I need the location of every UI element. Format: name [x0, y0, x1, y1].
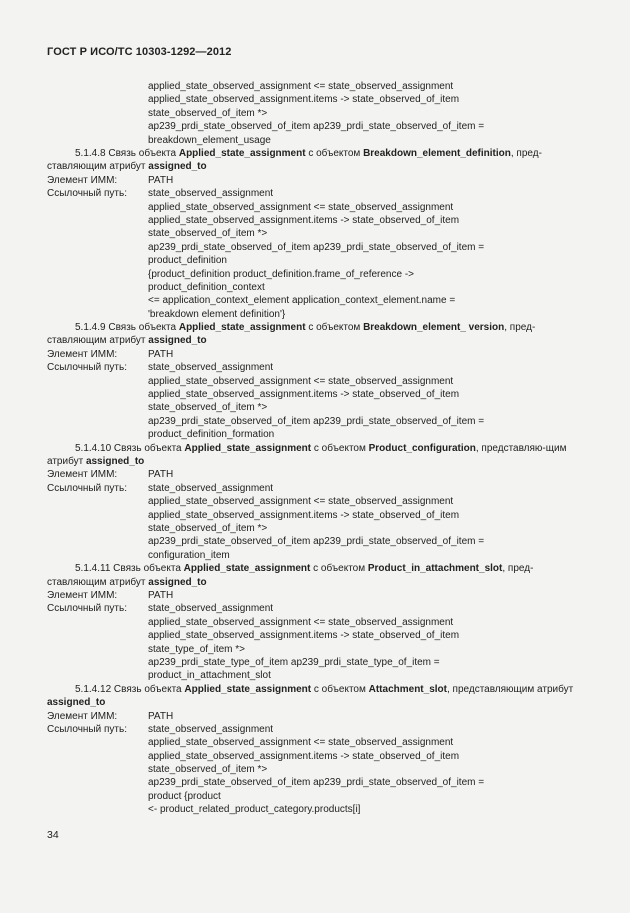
- mapping-row: [47, 482, 592, 495]
- reference-path-line: state_observed_of_item *>: [148, 764, 268, 776]
- heading-text: 5.1.4.9 Связь объекта: [75, 322, 179, 334]
- heading-text: с объектом: [305, 322, 364, 334]
- heading-entity-name: Product_configuration: [368, 442, 476, 454]
- heading-text: с объектом: [311, 442, 369, 454]
- heading-text: с объектом: [310, 563, 368, 575]
- section-heading: [47, 442, 592, 469]
- mapping-label: Элемент ИММ:: [47, 348, 118, 360]
- mapping-value: PATH: [148, 589, 174, 601]
- heading-entity-name: assigned_to: [47, 697, 106, 709]
- heading-text: 5.1.4.10 Связь объекта: [75, 442, 185, 454]
- heading-entity-name: assigned_to: [85, 456, 145, 468]
- heading-entity-name: Applied_state_assignment: [183, 563, 311, 575]
- reference-path-line: applied_state_observed_assignment <= state_observed_assignment: [148, 496, 454, 508]
- heading-entity-name: Applied_state_assignment: [178, 147, 306, 159]
- reference-path-line: breakdown_element_usage: [148, 134, 271, 146]
- section-heading: [47, 562, 592, 589]
- heading-entity-name: Applied_state_assignment: [184, 683, 312, 695]
- heading-text: 5.1.4.8 Связь объекта: [75, 147, 179, 159]
- mapping-label: Ссылочный путь:: [47, 188, 127, 200]
- mapping-label: Элемент ИММ:: [47, 469, 118, 481]
- reference-path-line: applied_state_observed_assignment <= state_observed_assignment: [148, 616, 454, 628]
- heading-text: , пред-ставляющим атрибут: [47, 322, 536, 347]
- reference-path-line: product {product: [148, 790, 221, 802]
- mapping-row: [47, 348, 592, 361]
- mapping-label: Ссылочный путь:: [47, 362, 127, 374]
- reference-path-line: state_observed_of_item *>: [148, 107, 268, 119]
- reference-path-line: state_observed_of_item *>: [148, 522, 268, 534]
- reference-path-line: <= application_context_element application_context_element.name =: [148, 295, 456, 307]
- heading-text: 5.1.4.12 Связь объекта: [75, 683, 185, 695]
- heading-text: , представляю-щим атрибут: [47, 442, 567, 468]
- reference-path-line: applied_state_observed_assignment.items -> state_observed_of_item: [148, 630, 460, 642]
- mapping-label: Ссылочный путь:: [47, 603, 127, 615]
- mapping-label: Ссылочный путь:: [47, 723, 127, 735]
- reference-path-line: ap239_prdi_state_observed_of_item ap239_prdi_state_observed_of_item =: [148, 536, 485, 548]
- reference-path-line: ap239_prdi_state_observed_of_item ap239_prdi_state_observed_of_item =: [148, 241, 485, 253]
- reference-path-line: product_definition: [148, 255, 227, 267]
- reference-path-line: ap239_prdi_state_observed_of_item ap239_prdi_state_observed_of_item =: [148, 415, 485, 427]
- mapping-row: [47, 589, 592, 602]
- heading-entity-name: Product_in_attachment_slot: [367, 563, 503, 575]
- mapping-value: PATH: [148, 348, 174, 360]
- heading-entity-name: Applied_state_assignment: [178, 322, 306, 334]
- document-header: ГОСТ Р ИСО/ТС 10303-1292—2012: [47, 46, 232, 58]
- mapping-row: [47, 187, 592, 200]
- heading-entity-name: assigned_to: [148, 335, 207, 347]
- reference-path-line: applied_state_observed_assignment.items -> state_observed_of_item: [148, 94, 460, 106]
- reference-path-line: applied_state_observed_assignment <= state_observed_assignment: [148, 81, 454, 92]
- reference-path-line: state_observed_of_item *>: [148, 402, 268, 414]
- document-body: [47, 80, 592, 817]
- mapping-label: Элемент ИММ:: [47, 589, 118, 601]
- heading-entity-name: Breakdown_element_definition: [363, 147, 511, 159]
- heading-text: , пред-ставляющим атрибут: [47, 563, 534, 588]
- reference-path-line: ap239_prdi_state_type_of_item ap239_prdi_state_type_of_item =: [148, 656, 440, 668]
- reference-path-line: ap239_prdi_state_observed_of_item ap239_prdi_state_observed_of_item =: [148, 121, 485, 133]
- heading-entity-name: assigned_to: [148, 161, 207, 173]
- heading-text: , пред-ставляющим атрибут: [47, 147, 542, 173]
- mapping-row: [47, 174, 592, 187]
- mapping-value: state_observed_assignment: [148, 603, 274, 615]
- reference-path-line: product_definition_formation: [148, 429, 275, 441]
- mapping-row: [47, 710, 592, 723]
- mapping-value: state_observed_assignment: [148, 362, 274, 374]
- reference-path-line: ap239_prdi_state_observed_of_item ap239_prdi_state_observed_of_item =: [148, 777, 485, 789]
- heading-entity-name: assigned_to: [148, 576, 207, 588]
- heading-text: с объектом: [305, 147, 364, 159]
- reference-path-line: <- product_related_product_category.products[i]: [148, 804, 361, 816]
- heading-text: с объектом: [311, 683, 369, 695]
- reference-path-line: state_observed_of_item *>: [148, 228, 268, 240]
- reference-path-line: product_in_attachment_slot: [148, 670, 271, 682]
- mapping-value: state_observed_assignment: [148, 188, 274, 200]
- mapping-value: PATH: [148, 469, 174, 481]
- reference-path-line: 'breakdown element definition'}: [148, 308, 286, 320]
- page-number: 34: [47, 829, 59, 841]
- section-heading: [47, 321, 592, 348]
- section-heading: [47, 683, 592, 710]
- mapping-row: [47, 468, 592, 481]
- reference-path-line: applied_state_observed_assignment.items -> state_observed_of_item: [148, 214, 460, 226]
- mapping-label: Элемент ИММ:: [47, 174, 118, 186]
- mapping-row: [47, 361, 592, 374]
- reference-path-line: configuration_item: [148, 549, 230, 561]
- mapping-value: PATH: [148, 174, 174, 186]
- mapping-label: Элемент ИММ:: [47, 710, 118, 722]
- mapping-row: [47, 602, 592, 615]
- mapping-label: Ссылочный путь:: [47, 482, 127, 494]
- heading-text: , представляющим атрибут: [446, 683, 574, 695]
- mapping-row: [47, 723, 592, 736]
- reference-path-line: state_type_of_item *>: [148, 643, 246, 655]
- reference-path-line: applied_state_observed_assignment.items -> state_observed_of_item: [148, 509, 460, 521]
- mapping-value: state_observed_assignment: [148, 482, 274, 494]
- heading-text: 5.1.4.11 Связь объекта: [75, 563, 184, 575]
- mapping-value: state_observed_assignment: [148, 723, 274, 735]
- reference-path-line: product_definition_context: [148, 281, 265, 293]
- reference-path-line: applied_state_observed_assignment.items -> state_observed_of_item: [148, 389, 460, 401]
- heading-entity-name: Attachment_slot: [368, 683, 447, 695]
- reference-path-line: applied_state_observed_assignment.items -> state_observed_of_item: [148, 750, 460, 762]
- reference-path-line: {product_definition product_definition.frame_of_reference ->: [148, 268, 415, 280]
- reference-path-line: applied_state_observed_assignment <= state_observed_assignment: [148, 201, 454, 213]
- section-heading: [47, 147, 592, 174]
- reference-path-line: applied_state_observed_assignment <= state_observed_assignment: [148, 375, 454, 387]
- reference-path-line: applied_state_observed_assignment <= state_observed_assignment: [148, 737, 454, 749]
- heading-entity-name: Breakdown_element_ version: [363, 322, 505, 334]
- heading-entity-name: Applied_state_assignment: [184, 442, 312, 454]
- mapping-value: PATH: [148, 710, 174, 722]
